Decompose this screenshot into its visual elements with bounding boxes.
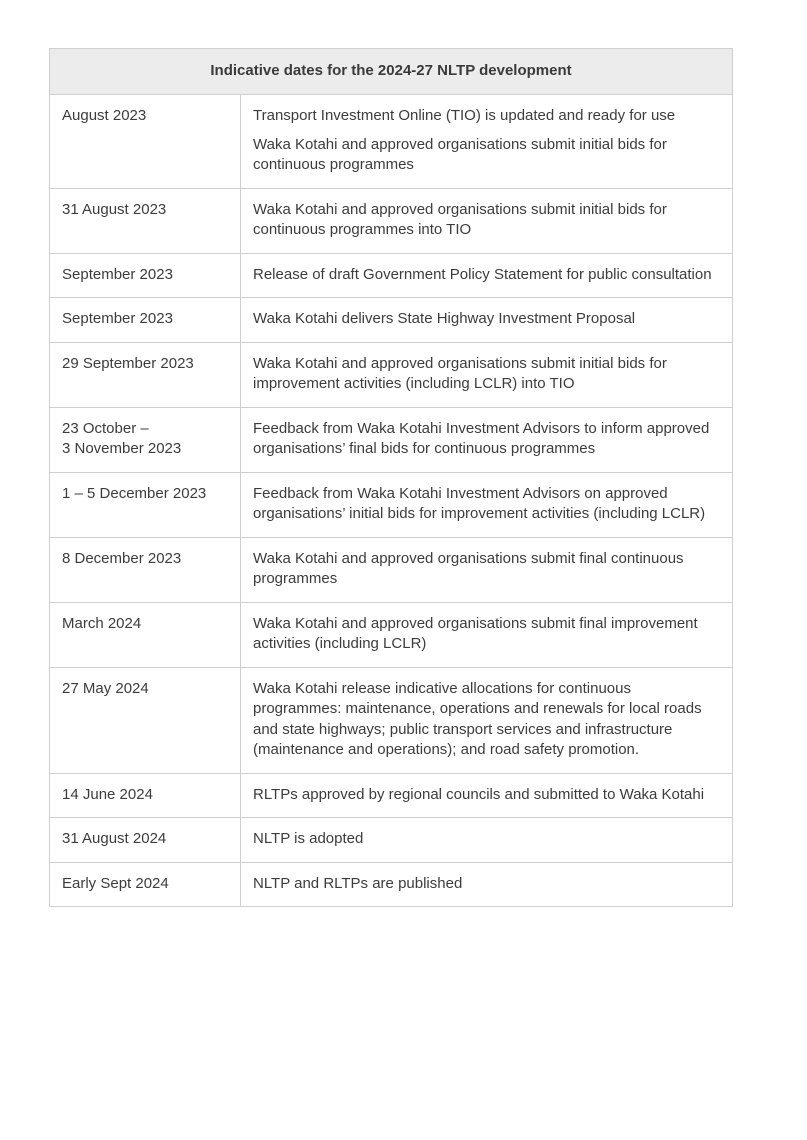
event-text: Feedback from Waka Kotahi Investment Advisors on approved organisations’ initial bids for improvement activities (including LCLR) xyxy=(253,484,706,522)
date-cell: 1 – 5 December 2023 xyxy=(50,472,241,537)
table-row xyxy=(50,773,733,818)
event-cell xyxy=(241,537,733,602)
date-cell: August 2023 xyxy=(50,95,241,189)
event-cell xyxy=(241,342,733,407)
table-row xyxy=(50,298,733,343)
date-cell: 14 June 2024 xyxy=(50,773,241,818)
event-text: Waka Kotahi release indicative allocations for continuous programmes: maintenance, operations and renewals for local roads and state highways; public transport services and infrastructure (maintenance and operations); and road safety promotion. xyxy=(253,679,702,758)
event-cell xyxy=(241,862,733,907)
table-row xyxy=(50,472,733,537)
date-cell: 31 August 2024 xyxy=(50,818,241,863)
event-cell xyxy=(241,667,733,773)
event-text: Transport Investment Online (TIO) is updated and ready for use xyxy=(253,107,676,124)
event-text: Waka Kotahi and approved organisations submit initial bids for continuous programmes xyxy=(253,135,667,173)
event-cell xyxy=(241,407,733,472)
date-cell: March 2024 xyxy=(50,602,241,667)
event-cell xyxy=(241,818,733,863)
date-cell: 31 August 2023 xyxy=(50,188,241,253)
event-cell xyxy=(241,188,733,253)
event-cell xyxy=(241,472,733,537)
table-row xyxy=(50,818,733,863)
event-cell xyxy=(241,95,733,189)
event-text: NLTP and RLTPs are published xyxy=(253,874,463,892)
event-text: Waka Kotahi delivers State Highway Investment Proposal xyxy=(253,310,636,327)
table-body xyxy=(50,95,733,907)
table-row xyxy=(50,342,733,407)
date-cell: 29 September 2023 xyxy=(50,342,241,407)
table-row xyxy=(50,188,733,253)
event-text: Waka Kotahi and approved organisations submit final continuous programmes xyxy=(253,549,684,587)
date-cell: September 2023 xyxy=(50,298,241,343)
table-row xyxy=(50,602,733,667)
nltp-dates-table xyxy=(49,48,733,907)
event-cell xyxy=(241,773,733,818)
event-text: Release of draft Government Policy Statement for public consultation xyxy=(253,265,712,283)
date-cell: Early Sept 2024 xyxy=(50,862,241,907)
event-text: Waka Kotahi and approved organisations submit final improvement activities (including LCLR) xyxy=(253,614,698,652)
event-cell xyxy=(241,298,733,343)
table-header-row xyxy=(50,49,733,95)
event-cell xyxy=(241,253,733,298)
table-row xyxy=(50,253,733,298)
table-row xyxy=(50,407,733,472)
event-text: Waka Kotahi and approved organisations submit initial bids for continuous programmes into TIO xyxy=(253,200,667,238)
table-row xyxy=(50,667,733,773)
table-row xyxy=(50,537,733,602)
table-title: Indicative dates for the 2024-27 NLTP development xyxy=(50,49,733,95)
event-text: NLTP is adopted xyxy=(253,830,364,847)
event-text: Waka Kotahi and approved organisations submit initial bids for improvement activities (including LCLR) into TIO xyxy=(253,354,667,392)
date-cell: 8 December 2023 xyxy=(50,537,241,602)
event-cell xyxy=(241,602,733,667)
table-row xyxy=(50,862,733,907)
date-cell: 27 May 2024 xyxy=(50,667,241,773)
date-cell: September 2023 xyxy=(50,253,241,298)
event-text: RLTPs approved by regional councils and submitted to Waka Kotahi xyxy=(253,785,705,803)
date-cell: 23 October – 3 November 2023 xyxy=(50,407,241,472)
table-row xyxy=(50,95,733,189)
event-text: Feedback from Waka Kotahi Investment Advisors to inform approved organisations’ final bids for continuous programmes xyxy=(253,419,710,457)
